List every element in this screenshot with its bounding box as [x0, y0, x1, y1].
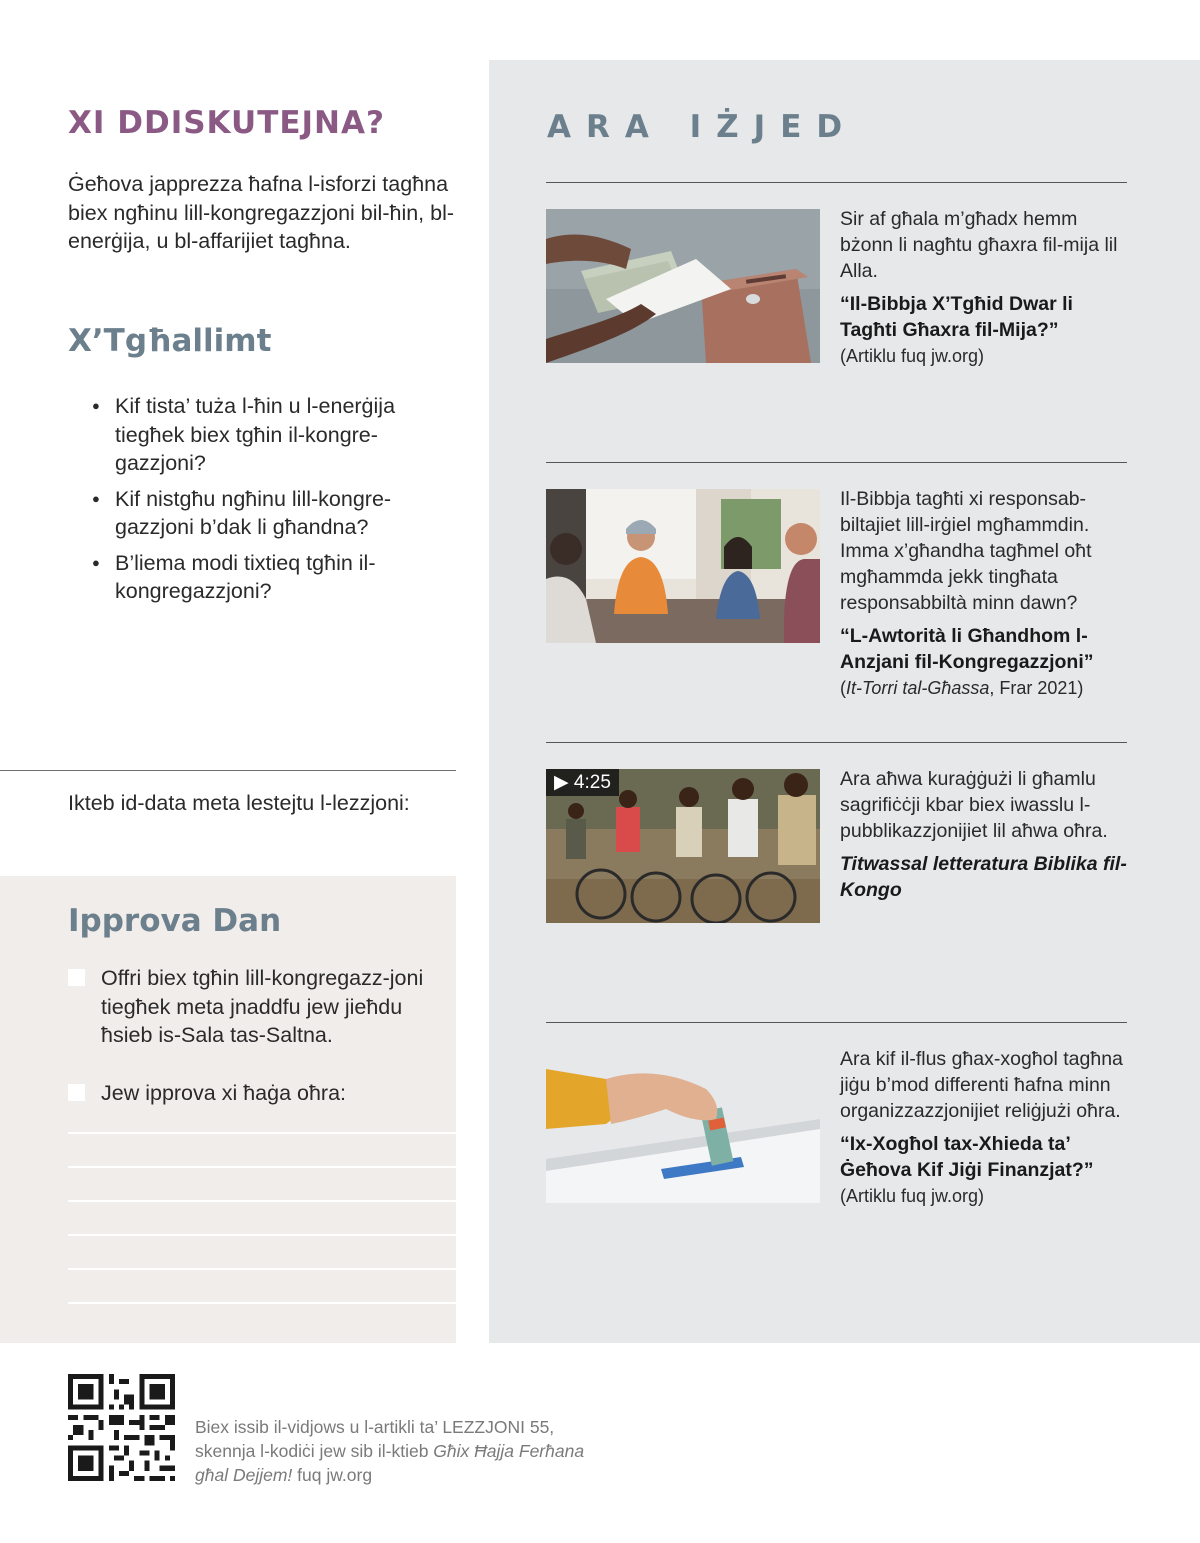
footer-text-part: skennja l-kodiċi jew sib il-ktieb [195, 1441, 434, 1461]
learned-heading: X’Tgħallimt [68, 323, 272, 359]
publication-name: It-Torri tal-Għassa [846, 678, 990, 698]
footer-text-part: fuq jw.org [292, 1465, 373, 1485]
card-text [840, 1046, 1130, 1209]
see-more-panel [489, 60, 1200, 1343]
donation-envelope-image[interactable] [546, 209, 820, 363]
footer-line: Biex issib il-vidjows u l-artikli ta’ LEZZJONI 55, [195, 1417, 555, 1437]
divider [0, 770, 456, 771]
book-title: għal Dejjem! [195, 1465, 293, 1485]
donation-box-image[interactable] [546, 1049, 820, 1203]
bicycle-drivers-image[interactable] [546, 769, 820, 923]
question-item: ● Kif nistgħu ngħinu lill-kongre-gazzjoni b’dak li għandna? [92, 485, 432, 542]
video-duration-badge [546, 769, 619, 796]
write-line[interactable] [68, 1132, 456, 1134]
date-prompt: Ikteb id-data meta lestejtu l-lezzjoni: [68, 791, 410, 815]
try-option-other[interactable] [68, 1079, 428, 1108]
try-this-box [0, 876, 456, 1343]
divider [546, 182, 1127, 183]
card-description: Sir af għala m’għadx hemm bżonn li nagħtu għaxra fil-mija lil Alla. [840, 208, 1118, 282]
footer-line [195, 1463, 645, 1487]
card-title-link[interactable]: Titwassal letteratura Biblika fil-Kongo [840, 853, 1127, 901]
question-item: ● B’liema modi tixtieq tgħin il-kongregazzjoni? [92, 549, 432, 606]
play-icon: ▶ [554, 772, 569, 793]
review-questions [92, 392, 432, 613]
card-title-link[interactable]: “Il-Bibbja X’Tgħid Dwar li Tagħti Għaxra fil-Mija?” [840, 293, 1073, 341]
card-title-link[interactable]: “L-Awtorità li Għandhom l-Anzjani fil-Kongregazzjoni” [840, 625, 1094, 673]
card-source: (Artiklu fuq jw.org) [840, 1186, 985, 1206]
try-option-help-clean[interactable] [68, 964, 428, 1050]
video-duration: 4:25 [573, 772, 611, 793]
footer-line [195, 1439, 645, 1463]
card-source: (Artiklu fuq jw.org) [840, 346, 985, 366]
book-title: Għix Ħajja Ferħana [433, 1441, 585, 1461]
checkbox[interactable] [68, 969, 85, 986]
divider [546, 462, 1127, 463]
card-text [840, 206, 1130, 369]
question-item: ● Kif tista’ tuża l-ħin u l-enerġija tiegħek biex tgħin il-kongre-gazzjoni? [92, 392, 432, 478]
left-column [0, 0, 456, 1343]
see-more-heading: ARA IŻJED [547, 109, 858, 145]
write-line[interactable] [68, 1234, 456, 1236]
try-heading: Ipprova Dan [68, 903, 282, 939]
card-text [840, 486, 1130, 701]
divider [546, 1022, 1127, 1023]
qr-code[interactable] [68, 1374, 175, 1481]
write-line[interactable] [68, 1200, 456, 1202]
intro-paragraph: Ġeħova japprezza ħafna l-isforzi tagħna biex ngħinu lill-kongregazzjoni bil-ħin, bl-enerġija, u bl-affarijiet tagħna. [68, 172, 455, 253]
card-description: Ara kif il-flus għax-xogħol tagħna jiġu b’mod differenti ħafna minn organizzazzjonijiet reliġjużi oħra. [840, 1048, 1123, 1122]
try-option-label: Jew ipprova xi ħaġa oħra: [101, 1081, 347, 1105]
try-option-label: Offri biex tgħin lill-kongregazz-joni tiegħek meta jnaddfu jew jieħdu ħsieb is-Sala tas-Saltna. [101, 966, 424, 1047]
footer-note [195, 1415, 645, 1487]
checkbox[interactable] [68, 1084, 85, 1101]
card-text [840, 766, 1130, 903]
card-title-link[interactable]: “Ix-Xogħol tax-Xhieda ta’ Ġeħova Kif Jiġi Finanzjat?” [840, 1133, 1094, 1181]
bible-study-group-image[interactable] [546, 489, 820, 643]
write-line[interactable] [68, 1302, 456, 1304]
write-line[interactable] [68, 1268, 456, 1270]
publication-date: , Frar 2021) [989, 678, 1084, 698]
card-description: Ara aħwa kuraġġużi li għamlu sagrifiċċji kbar biex iwasslu l-pubblikazzjonijiet lil aħwa oħra. [840, 768, 1108, 842]
card-source: (It-Torri tal-Għassa, Frar 2021) [840, 678, 1084, 698]
write-line[interactable] [68, 1166, 456, 1168]
discuss-heading: XI DDISKUTEJNA? [68, 105, 385, 141]
divider [546, 742, 1127, 743]
card-description: Il-Bibbja tagħti xi responsab-biltajiet lill-irġiel mgħammdin. Imma x’għandha tagħmel oħt mgħammda jekk tingħata responsabbiltà minn dawn? [840, 488, 1092, 614]
